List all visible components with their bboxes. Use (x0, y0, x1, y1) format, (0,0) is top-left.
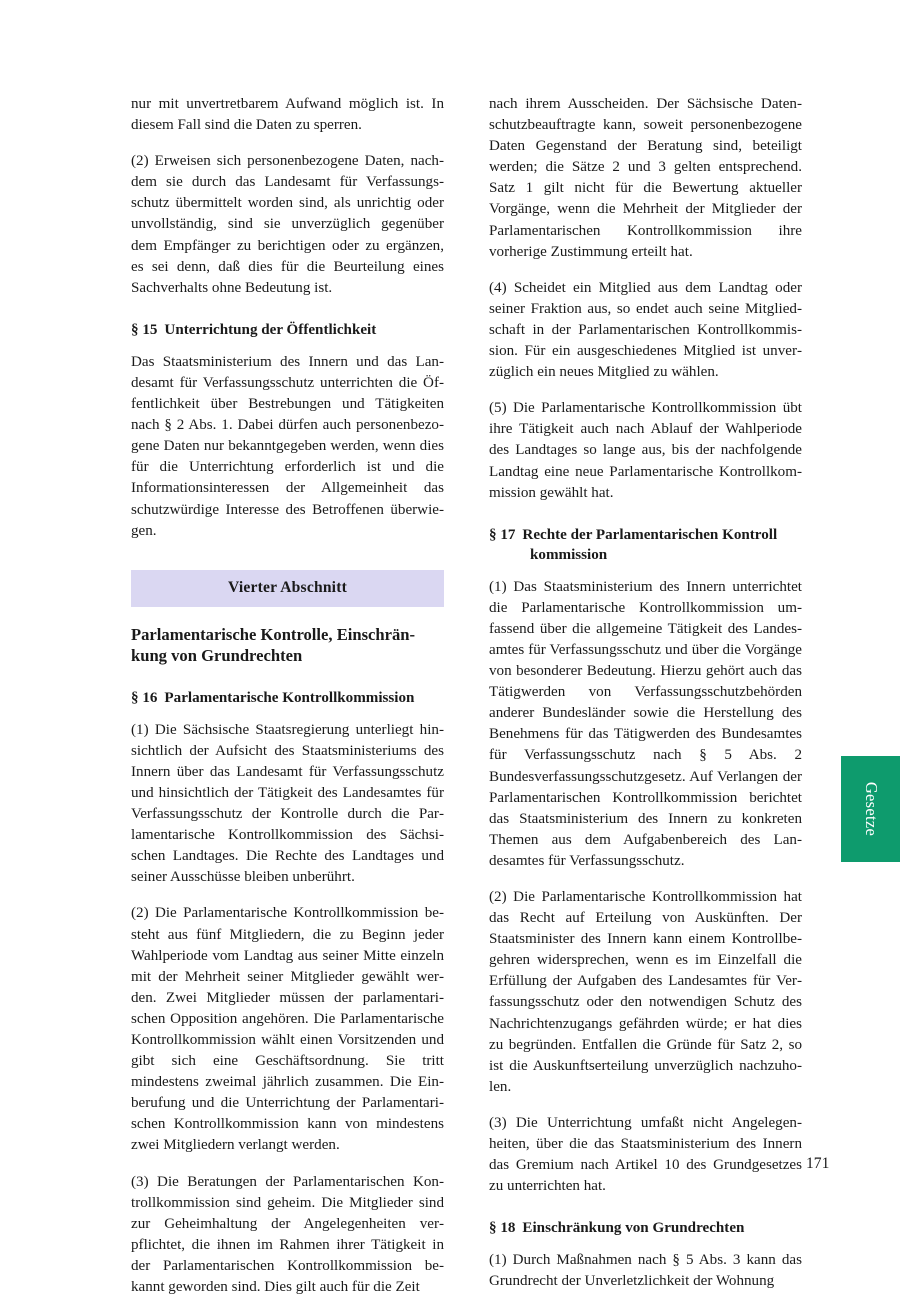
section-number: § 18 (489, 1220, 516, 1237)
section-heading-16 (131, 688, 444, 708)
paragraph: (1) Das Staatsministerium des Innern unterrichtet die Parlamentarische Kontrollkommission umfassend über die allgemeine Tätigkeit des Landesamtes für Verfassungsschutz und über die Vorgänge von besonderer Bedeutung. Hierzu gehört auch das Tätigwerden von Verfassungsschutzbehörden anderer Bundesländer sowie die Herstellung des Benehmens für das Tätigwerden des Bundesamtes für Verfassungsschutz nach § 5 Abs. 2 Bundesverfassungsschutzgesetz. Auf Verlangen der Parlamentarischen Kontrollkommission berichtet das Staatsministerium des Innern zu konkreten Themen aus dem Aufgabenbereich des Landesamtes für Verfassungsschutz. (489, 578, 802, 869)
section-number: § 16 (131, 689, 158, 706)
paragraph: (1) Durch Maßnahmen nach § 5 Abs. 3 kann das Grundrecht der Unverletzlichkeit der Wohnung (489, 1252, 802, 1290)
section-heading-15 (131, 320, 444, 340)
page-number: 171 (806, 1155, 830, 1172)
side-tab-label: Gesetze (861, 781, 881, 837)
section-title-line-2: kommission (530, 546, 608, 563)
section-title: Unterrichtung der Öffentlichkeit (164, 321, 377, 338)
paragraph: (2) Erweisen sich personenbezogene Daten, nachdem sie durch das Landesamt für Verfassungsschutz übermittelt worden sind, als unrichtig oder unvollständig, sind sie unverzüglich gegenüber dem Empfänger zu berichtigen oder zu ergänzen, es sei denn, daß dies für die Beurteilung eines Sachverhalts ohne Bedeutung ist. (131, 153, 444, 296)
right-column (489, 94, 802, 1298)
section-title: Parlamentarische Kontrollkommission (164, 689, 415, 706)
part-banner: Vierter Abschnitt (131, 570, 444, 607)
left-column (131, 94, 444, 1298)
paragraph: nur mit unvertretbarem Aufwand möglich ist. In diesem Fall sind die Daten zu sperren. (131, 96, 444, 134)
part-title: Parlamentarische Kontrolle, Einschränkung von Grundrechten (131, 624, 416, 666)
paragraph: (2) Die Parlamentarische Kontrollkommission hat das Recht auf Erteilung von Auskünften. Der Staatsminister des Innern kann einem Kontrollbegehren widersprechen, wenn es im Einzelfall die Erfüllung der Aufgaben des Landesamtes für Verfassungsschutz oder den notwendigen Schutz des Nachrichtenzugangs gefährden würde; er hat dies zu begründen. Entfallen die Gründe für Satz 2, so ist die Auskunftserteilung unverzüglich nachzuholen. (489, 889, 802, 1095)
section-title-line-1: Rechte der Parlamentarischen Kontroll (522, 526, 778, 543)
section-heading-18 (489, 1218, 802, 1238)
two-column-layout (131, 94, 802, 1298)
paragraph: nach ihrem Ausscheiden. Der Sächsische Datenschutzbeauftragte kann, soweit personenbezogene Daten Gegenstand der Beratung sind, beteiligt werden; die Sätze 2 und 3 gelten entsprechend. Satz 1 gilt nicht für die Bewertung aktueller Vorgänge, wenn die Mehrheit der Mitglieder der Parlamentarischen Kontrollkommission ihre vorherige Zustimmung erteilt hat. (489, 96, 802, 260)
paragraph: Das Staatsministerium des Innern und das Landesamt für Verfassungsschutz unterrichten die Öffentlichkeit über Bestrebungen und Tätigkeiten nach § 2 Abs. 1. Dabei dürfen auch personenbezogene Daten nur bekanntgegeben werden, wenn dies für die Unterrichtung erforderlich ist und die Informationsinteressen der Allgemeinheit das schutzwürdige Interesse des Betroffenen überwiegen. (131, 353, 444, 539)
paragraph: (1) Die Sächsische Staatsregierung unterliegt hinsichtlich der Aufsicht des Staatsministeriums des Innern über das Landesamt für Verfassungsschutz und hinsichtlich der Tätigkeit des Landesamtes für Verfassungsschutz der Kontrolle durch die Parlamentarische Kontrollkommission des Sächsischen Landtages. Die Rechte des Landtages und seiner Ausschüsse bleiben unberührt. (131, 721, 444, 886)
section-number: § 17 (489, 526, 516, 543)
section-title: Einschränkung von Grundrechten (522, 1220, 745, 1237)
paragraph: (4) Scheidet ein Mitglied aus dem Landtag oder seiner Fraktion aus, so endet auch seine Mitgliedschaft in der Parlamentarischen Kontrollkommission. Für ein ausgeschiedenes Mitglied ist unverzüglich ein neues Mitglied zu wählen. (489, 279, 802, 381)
section-heading-17 (489, 525, 802, 565)
section-number: § 15 (131, 321, 158, 338)
paragraph: (2) Die Parlamentarische Kontrollkommission besteht aus fünf Mitgliedern, die zu Beginn jeder Wahlperiode vom Landtag aus seiner Mitte einzeln mit der Mehrheit seiner Mitglieder gewählt werden. Zwei Mitglieder müssen der parlamentarischen Opposition angehören. Die Parlamentarische Kontrollkommission wählt einen Vorsitzenden und gibt sich eine Geschäftsordnung. Sie tritt mindestens zweimal jährlich zusammen. Die Einberufung und die Unterrichtung der Parlamentarischen Kontrollkommission kann von mindestens zwei Mitgliedern verlangt werden. (131, 905, 444, 1154)
paragraph: (3) Die Unterrichtung umfaßt nicht Angelegenheiten, über die das Staatsministerium des Innern das Gremium nach Artikel 10 des Grundgesetzes zu unterrichten hat. (489, 1114, 802, 1195)
paragraph: (5) Die Parlamentarische Kontrollkommission übt ihre Tätigkeit auch nach Ablauf der Wahlperiode des Landtages so lange aus, bis der nachfolgende Landtag eine neue Parlamentarische Kontrollkommission gewählt hat. (489, 400, 802, 501)
paragraph: (3) Die Beratungen der Parlamentarischen Kontrollkommission sind geheim. Die Mitglieder sind zur Geheimhaltung der Angelegenheiten verpflichtet, die ihnen im Rahmen ihrer Tätigkeit in der Parlamentarischen Kontrollkommission bekannt geworden sind. Dies gilt auch für die Zeit (131, 1173, 444, 1296)
section-thumb-tab (841, 756, 900, 862)
